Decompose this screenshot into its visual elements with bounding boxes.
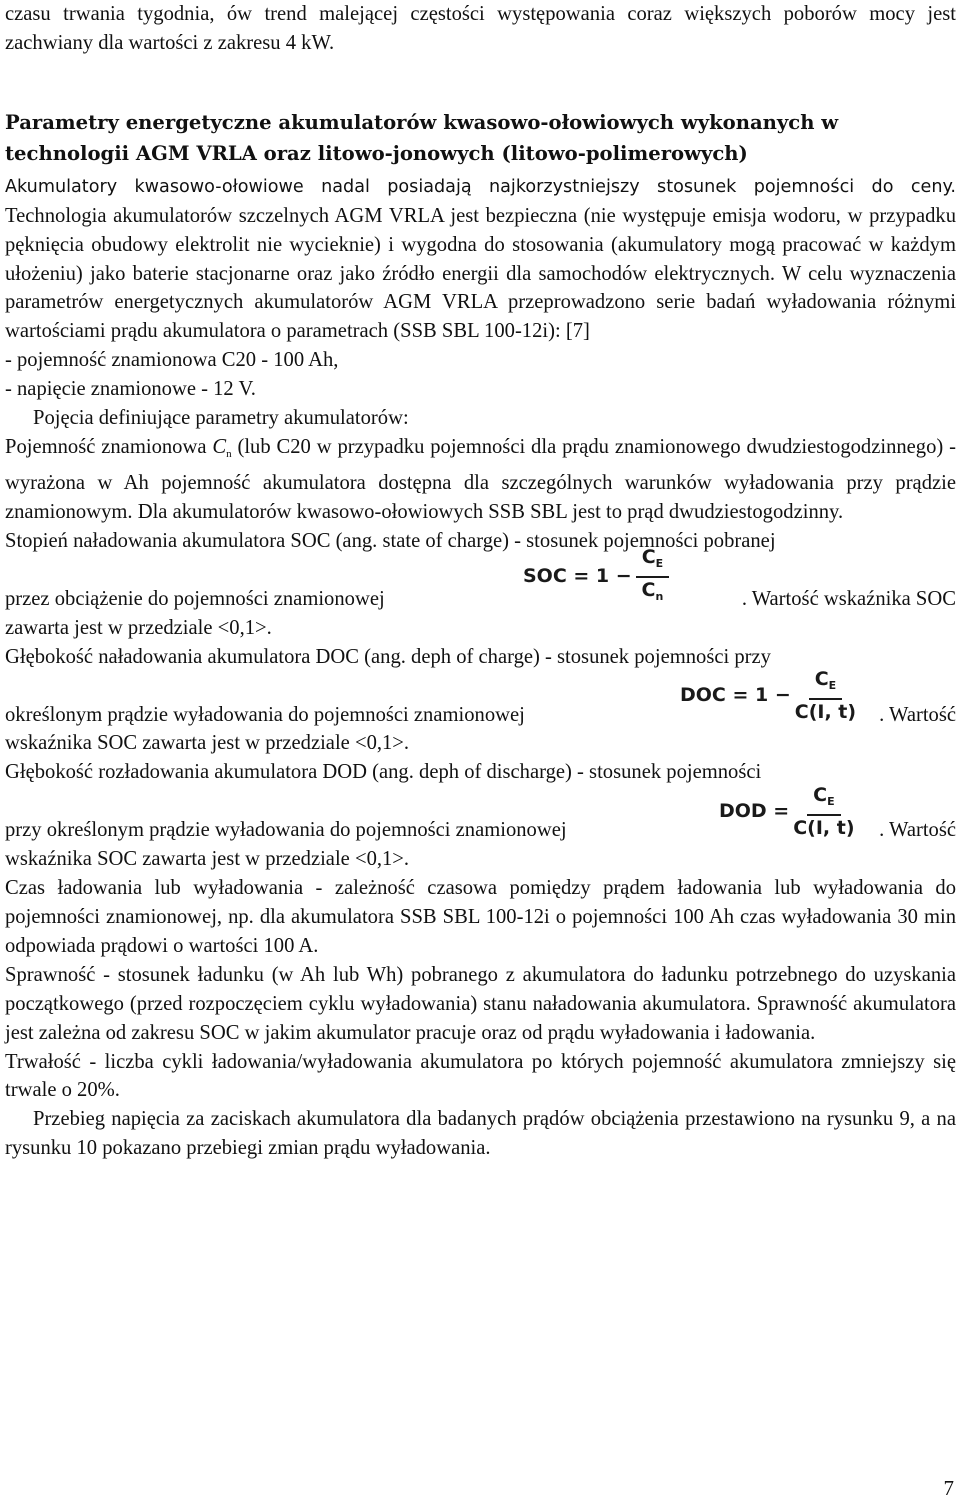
page-number: 7 [943,1476,954,1500]
dod-denominator: C(I, t) [793,817,855,840]
doc-denominator: C(I, t) [794,701,857,724]
doc-numerator: $C_E$ [809,668,842,700]
soc-formula-row [5,545,956,614]
soc-formula-lhs: SOC = 1 − [523,565,632,588]
section-heading: Parametry energetyczne akumulatorów kwasowo-ołowiowych wykonanych w technologii AGM VRLA oraz litowo-jonowych (litowo-polimerowych) [5,110,839,165]
intro-paragraph: czasu trwania tygodnia, ów trend malejącej częstości występowania coraz większych poborów mocy jest zachwiany dla wartości z zakresu 4 kW. [5,3,956,54]
soc-line-3: zawarta jest w przedziale <0,1>. [5,616,272,639]
doc-formula [680,668,856,723]
soc-formula [523,546,669,608]
dod-formula [719,784,855,839]
dod-line-3: wskaźnika SOC zawarta jest w przedziale <0,1>. [5,848,410,871]
paragraph-durability: Trwałość - liczba cykli ładowania/wyładowania akumulatora po których pojemność akumulatora zmniejszy się trwale o 20%. [5,1050,956,1102]
doc-formula-lhs: DOC = 1 − [680,684,791,707]
doc-line-2-end: . Wartość [879,703,956,726]
dod-line-2-end: . Wartość [879,819,956,842]
lead-sentence: Akumulatory kwasowo-ołowiowe nadal posiadają najkorzystniejszy stosunek pojemności do ceny. [5,176,956,197]
spacer [5,58,956,107]
dod-numerator: $C_E$ [807,784,840,816]
soc-numerator: $C_E$ [636,546,669,578]
list-item-voltage: - napięcie znamionowe - 12 V. [5,378,256,401]
list-item-capacity: - pojemność znamionowa C20 - 100 Ah, [5,349,339,372]
soc-denominator: $C_n$ [641,578,664,603]
paragraph-voltage-plot: Przebieg napięcia za zaciskach akumulatora dla badanych prądów obciążenia przestawiono na rysunku 9, a na rysunku 10 pokazano przebiegi zmian prądu wyładowania. [5,1108,956,1160]
cn-text-a: Pojemność znamionowa [5,435,213,458]
doc-fraction [795,668,856,723]
dod-line-2: przy określonym prądzie wyładowania do pojemności znamionowej [5,819,567,842]
soc-line-2: przez obciążenie do pojemności znamionowej [5,587,385,610]
cn-subscript: n [226,447,232,460]
dod-formula-row [5,784,956,845]
soc-line-2-end: . Wartość wskaźnika SOC [741,587,956,610]
dod-line-1: Głębokość rozładowania akumulatora DOD (ang. deph of discharge) - stosunek pojemności [5,761,762,784]
paragraph-agm-body: Technologia akumulatorów szczelnych AGM VRLA jest bezpieczna (nie występuje emisja wodoru, w przypadku pęknięcia obudowy elektrolit nie wycieknie) i wygodna do stosowania (akumulatory mogą pracować w każdym ułożeniu) jako baterie stacjonarne oraz jako źródło energii dla samochodów elektrycznych. W celu wyznaczenia parametrów energetycznych akumulatorów AGM VRLA przeprowadzono serie badań wyładowania różnymi wartościami prądu akumulatora o parametrach (SSB SBL 100-12i): [7] [5,204,956,343]
soc-fraction [636,546,669,608]
doc-line-1: Głębokość naładowania akumulatora DOC (ang. deph of charge) - stosunek pojemności przy [5,645,771,668]
paragraph-agm [5,172,956,346]
dod-formula-lhs: DOD = [719,800,790,823]
document-page [5,0,956,1163]
dod-fraction [793,784,854,839]
paragraph-charge-time: Czas ładowania lub wyładowania - zależność czasowa pomiędzy prądem ładowania lub wyładowania do pojemności znamionowej, np. dla akumulatora SSB SBL 100-12i o pojemności 100 Ah czas wyładowania 30 min odpowiada prądowi o wartości 100 A. [5,877,956,957]
doc-line-3: wskaźnika SOC zawarta jest w przedziale <0,1>. [5,732,410,755]
doc-line-2: określonym prądzie wyładowania do pojemności znamionowej [5,703,525,726]
soc-line-1: Stopień naładowania akumulatora SOC (ang. state of charge) - stosunek pojemności pobranej [5,529,776,552]
concepts-intro: Pojęcia definiujące parametry akumulatorów: [33,407,409,430]
cn-symbol: C [212,435,227,458]
paragraph-efficiency: Sprawność - stosunek ładunku (w Ah lub Wh) pobranego z akumulatora do ładunku potrzebnego do uzyskania początkowego (przed rozpoczęciem cyklu wyładowania) stanu naładowania akumulatora. Sprawność akumulatora jest zależna od zakresu SOC w jakim akumulator pracuje oraz od prądu wyładowania i ładowania. [5,963,956,1044]
paragraph-rated-capacity [5,433,956,527]
cn-text-b: (lub C20 w przypadku pojemności dla prądu znamionowego dwudziestogodzinnego) - wyrażona w Ah pojemność akumulatora dostępna dla szczególnych warunków wyładowania przy prądzie znamionowym. Dla akumulatorów kwasowo-ołowiowych SSB SBL jest to prąd dwudziestogodzinny. [5,435,956,523]
doc-formula-row [5,668,956,729]
